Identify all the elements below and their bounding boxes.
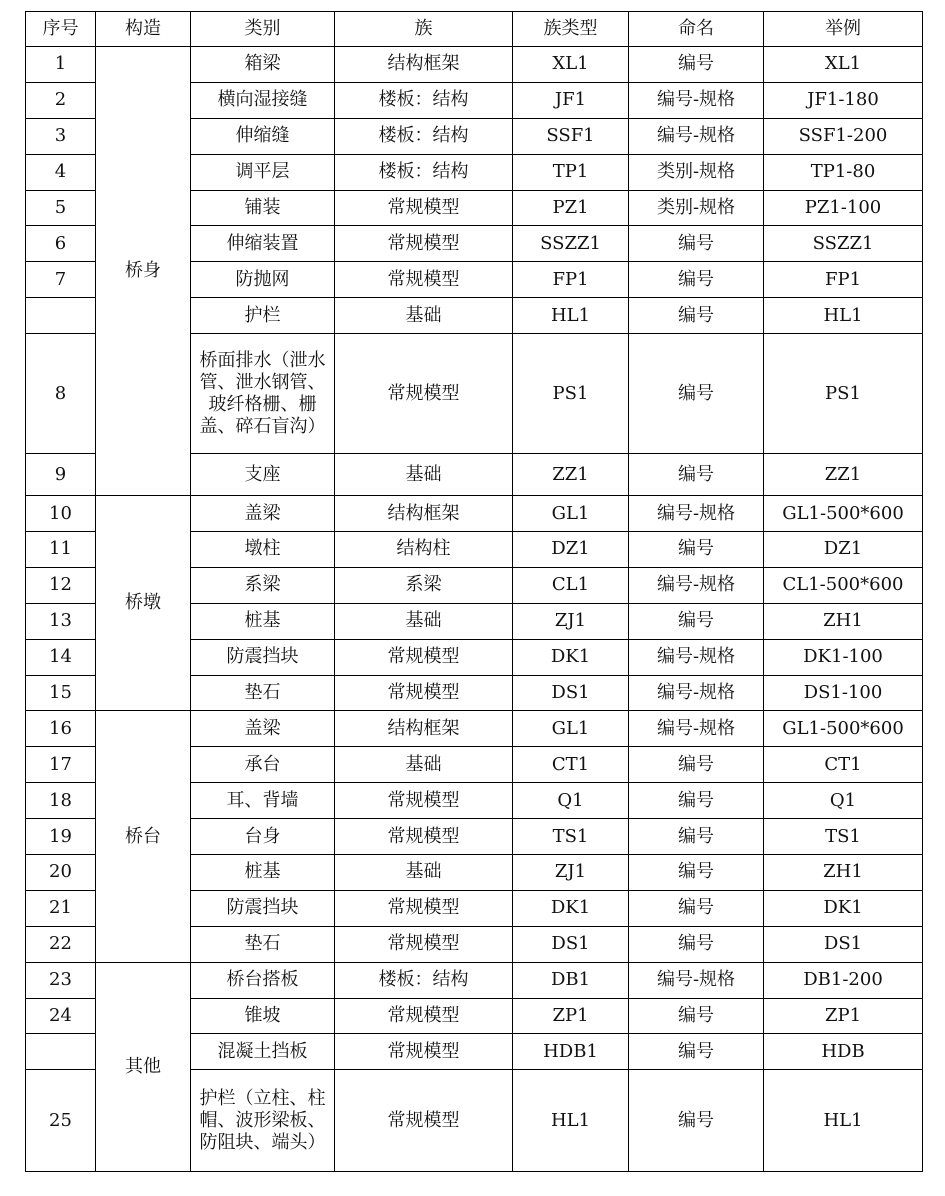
row-index: 10 bbox=[26, 496, 96, 532]
row-naming: 编号 bbox=[629, 783, 764, 819]
header-example: 举例 bbox=[764, 12, 923, 47]
row-naming: 编号-规格 bbox=[629, 711, 764, 747]
row-naming: 类别-规格 bbox=[629, 154, 764, 190]
row-index: 12 bbox=[26, 567, 96, 603]
row-family-type: CL1 bbox=[513, 567, 629, 603]
row-index: 6 bbox=[26, 226, 96, 262]
row-example: CL1-500*600 bbox=[764, 567, 923, 603]
row-example: ZZ1 bbox=[764, 454, 923, 496]
row-example: DK1 bbox=[764, 890, 923, 926]
row-family: 结构框架 bbox=[335, 496, 513, 532]
row-family: 基础 bbox=[335, 855, 513, 891]
structure-group-cell: 其他 bbox=[96, 962, 191, 1172]
row-family-type: HL1 bbox=[513, 1070, 629, 1172]
row-index: 11 bbox=[26, 532, 96, 568]
row-family-type: ZJ1 bbox=[513, 603, 629, 639]
row-naming: 编号 bbox=[629, 454, 764, 496]
row-family-type: CT1 bbox=[513, 747, 629, 783]
table-row bbox=[26, 711, 923, 747]
row-naming: 编号-规格 bbox=[629, 82, 764, 118]
row-family-type: DS1 bbox=[513, 675, 629, 711]
row-naming: 编号-规格 bbox=[629, 675, 764, 711]
row-category: 承台 bbox=[191, 747, 335, 783]
row-family: 基础 bbox=[335, 603, 513, 639]
row-index: 15 bbox=[26, 675, 96, 711]
row-index bbox=[26, 1034, 96, 1070]
header-index: 序号 bbox=[26, 12, 96, 47]
row-category: 横向湿接缝 bbox=[191, 82, 335, 118]
row-family-type: FP1 bbox=[513, 262, 629, 298]
row-example: CT1 bbox=[764, 747, 923, 783]
row-family: 常规模型 bbox=[335, 1070, 513, 1172]
row-category: 调平层 bbox=[191, 154, 335, 190]
row-index: 22 bbox=[26, 926, 96, 962]
header-category: 类别 bbox=[191, 12, 335, 47]
row-naming: 编号 bbox=[629, 298, 764, 334]
row-example: JF1-180 bbox=[764, 82, 923, 118]
row-family: 常规模型 bbox=[335, 1034, 513, 1070]
header-structure: 构造 bbox=[96, 12, 191, 47]
row-family: 常规模型 bbox=[335, 334, 513, 454]
row-family: 基础 bbox=[335, 454, 513, 496]
row-family-type: DK1 bbox=[513, 890, 629, 926]
row-index: 9 bbox=[26, 454, 96, 496]
row-category: 桩基 bbox=[191, 603, 335, 639]
row-category: 锥坡 bbox=[191, 998, 335, 1034]
row-category: 盖梁 bbox=[191, 496, 335, 532]
row-naming: 编号 bbox=[629, 226, 764, 262]
row-family-type: DK1 bbox=[513, 639, 629, 675]
row-example: SSZZ1 bbox=[764, 226, 923, 262]
row-family: 结构柱 bbox=[335, 532, 513, 568]
row-example: HDB bbox=[764, 1034, 923, 1070]
row-index: 8 bbox=[26, 334, 96, 454]
row-example: Q1 bbox=[764, 783, 923, 819]
row-example: PZ1-100 bbox=[764, 190, 923, 226]
structure-group-cell: 桥身 bbox=[96, 47, 191, 496]
row-example: ZP1 bbox=[764, 998, 923, 1034]
row-example: XL1 bbox=[764, 47, 923, 83]
row-category: 伸缩缝 bbox=[191, 118, 335, 154]
row-family-type: SSF1 bbox=[513, 118, 629, 154]
row-naming: 编号-规格 bbox=[629, 496, 764, 532]
row-family: 结构框架 bbox=[335, 711, 513, 747]
table-row bbox=[26, 47, 923, 83]
row-index: 20 bbox=[26, 855, 96, 891]
row-example: GL1-500*600 bbox=[764, 711, 923, 747]
header-naming: 命名 bbox=[629, 12, 764, 47]
row-index: 13 bbox=[26, 603, 96, 639]
row-family-type: TP1 bbox=[513, 154, 629, 190]
structure-group-cell: 桥墩 bbox=[96, 496, 191, 711]
row-category: 铺装 bbox=[191, 190, 335, 226]
row-family: 基础 bbox=[335, 747, 513, 783]
row-family-type: GL1 bbox=[513, 711, 629, 747]
row-naming: 编号-规格 bbox=[629, 639, 764, 675]
row-family: 常规模型 bbox=[335, 675, 513, 711]
row-index: 1 bbox=[26, 47, 96, 83]
row-family-type: Q1 bbox=[513, 783, 629, 819]
row-family-type: DS1 bbox=[513, 926, 629, 962]
row-naming: 编号 bbox=[629, 855, 764, 891]
row-naming: 编号 bbox=[629, 262, 764, 298]
row-family-type: PZ1 bbox=[513, 190, 629, 226]
row-category: 支座 bbox=[191, 454, 335, 496]
row-category: 墩柱 bbox=[191, 532, 335, 568]
header-family-type: 族类型 bbox=[513, 12, 629, 47]
row-family: 基础 bbox=[335, 298, 513, 334]
row-family: 常规模型 bbox=[335, 998, 513, 1034]
row-naming: 编号 bbox=[629, 998, 764, 1034]
row-family-type: ZP1 bbox=[513, 998, 629, 1034]
row-category: 盖梁 bbox=[191, 711, 335, 747]
structure-group-cell: 桥台 bbox=[96, 711, 191, 962]
row-index: 5 bbox=[26, 190, 96, 226]
row-family: 楼板：结构 bbox=[335, 154, 513, 190]
row-example: ZH1 bbox=[764, 855, 923, 891]
row-example: DK1-100 bbox=[764, 639, 923, 675]
row-family-type: HDB1 bbox=[513, 1034, 629, 1070]
row-naming: 编号 bbox=[629, 819, 764, 855]
row-example: HL1 bbox=[764, 1070, 923, 1172]
row-index: 2 bbox=[26, 82, 96, 118]
row-family: 结构框架 bbox=[335, 47, 513, 83]
table-body bbox=[26, 47, 923, 1172]
row-category: 伸缩装置 bbox=[191, 226, 335, 262]
row-family-type: ZJ1 bbox=[513, 855, 629, 891]
row-category: 系梁 bbox=[191, 567, 335, 603]
row-index: 4 bbox=[26, 154, 96, 190]
row-family: 常规模型 bbox=[335, 783, 513, 819]
row-index: 3 bbox=[26, 118, 96, 154]
row-index: 23 bbox=[26, 962, 96, 998]
row-index: 19 bbox=[26, 819, 96, 855]
row-example: TS1 bbox=[764, 819, 923, 855]
row-family: 系梁 bbox=[335, 567, 513, 603]
row-example: DZ1 bbox=[764, 532, 923, 568]
row-example: GL1-500*600 bbox=[764, 496, 923, 532]
row-family-type: TS1 bbox=[513, 819, 629, 855]
row-naming: 编号-规格 bbox=[629, 567, 764, 603]
row-family: 楼板：结构 bbox=[335, 962, 513, 998]
row-example: ZH1 bbox=[764, 603, 923, 639]
row-index: 16 bbox=[26, 711, 96, 747]
row-naming: 编号 bbox=[629, 1070, 764, 1172]
row-category: 桥面排水（泄水管、泄水钢管、玻纤格栅、栅盖、碎石盲沟） bbox=[191, 334, 335, 454]
table-row bbox=[26, 496, 923, 532]
row-naming: 编号-规格 bbox=[629, 962, 764, 998]
row-category: 防抛网 bbox=[191, 262, 335, 298]
row-example: HL1 bbox=[764, 298, 923, 334]
row-category: 垫石 bbox=[191, 926, 335, 962]
row-naming: 编号 bbox=[629, 747, 764, 783]
row-naming: 编号 bbox=[629, 1034, 764, 1070]
row-example: TP1-80 bbox=[764, 154, 923, 190]
row-index: 18 bbox=[26, 783, 96, 819]
row-index: 21 bbox=[26, 890, 96, 926]
row-example: SSF1-200 bbox=[764, 118, 923, 154]
row-index: 17 bbox=[26, 747, 96, 783]
row-naming: 编号 bbox=[629, 47, 764, 83]
row-index: 14 bbox=[26, 639, 96, 675]
row-family: 常规模型 bbox=[335, 926, 513, 962]
row-naming: 编号-规格 bbox=[629, 118, 764, 154]
header-family: 族 bbox=[335, 12, 513, 47]
row-family: 楼板：结构 bbox=[335, 82, 513, 118]
row-naming: 类别-规格 bbox=[629, 190, 764, 226]
row-index: 7 bbox=[26, 262, 96, 298]
row-index: 25 bbox=[26, 1070, 96, 1172]
row-family-type: PS1 bbox=[513, 334, 629, 454]
row-category: 防震挡块 bbox=[191, 639, 335, 675]
row-family-type: HL1 bbox=[513, 298, 629, 334]
row-family-type: DZ1 bbox=[513, 532, 629, 568]
row-naming: 编号 bbox=[629, 532, 764, 568]
row-naming: 编号 bbox=[629, 926, 764, 962]
row-category: 护栏 bbox=[191, 298, 335, 334]
row-example: DS1 bbox=[764, 926, 923, 962]
row-family-type: SSZZ1 bbox=[513, 226, 629, 262]
row-category: 混凝土挡板 bbox=[191, 1034, 335, 1070]
row-naming: 编号 bbox=[629, 890, 764, 926]
row-family: 常规模型 bbox=[335, 226, 513, 262]
row-index bbox=[26, 298, 96, 334]
row-family-type: ZZ1 bbox=[513, 454, 629, 496]
row-example: FP1 bbox=[764, 262, 923, 298]
row-category: 耳、背墙 bbox=[191, 783, 335, 819]
row-category: 护栏（立柱、柱帽、波形梁板、防阻块、端头） bbox=[191, 1070, 335, 1172]
row-category: 防震挡块 bbox=[191, 890, 335, 926]
row-family-type: DB1 bbox=[513, 962, 629, 998]
row-family-type: GL1 bbox=[513, 496, 629, 532]
row-family: 常规模型 bbox=[335, 190, 513, 226]
row-family: 常规模型 bbox=[335, 890, 513, 926]
row-category: 箱梁 bbox=[191, 47, 335, 83]
table-row bbox=[26, 962, 923, 998]
row-example: PS1 bbox=[764, 334, 923, 454]
row-family: 常规模型 bbox=[335, 262, 513, 298]
row-category: 垫石 bbox=[191, 675, 335, 711]
row-example: DB1-200 bbox=[764, 962, 923, 998]
row-family: 常规模型 bbox=[335, 639, 513, 675]
row-index: 24 bbox=[26, 998, 96, 1034]
row-naming: 编号 bbox=[629, 334, 764, 454]
row-family: 楼板：结构 bbox=[335, 118, 513, 154]
row-family: 常规模型 bbox=[335, 819, 513, 855]
row-category: 桩基 bbox=[191, 855, 335, 891]
header-row bbox=[26, 12, 923, 47]
row-example: DS1-100 bbox=[764, 675, 923, 711]
row-family-type: XL1 bbox=[513, 47, 629, 83]
row-family-type: JF1 bbox=[513, 82, 629, 118]
row-category: 台身 bbox=[191, 819, 335, 855]
component-family-table bbox=[25, 11, 923, 1172]
row-category: 桥台搭板 bbox=[191, 962, 335, 998]
row-naming: 编号 bbox=[629, 603, 764, 639]
